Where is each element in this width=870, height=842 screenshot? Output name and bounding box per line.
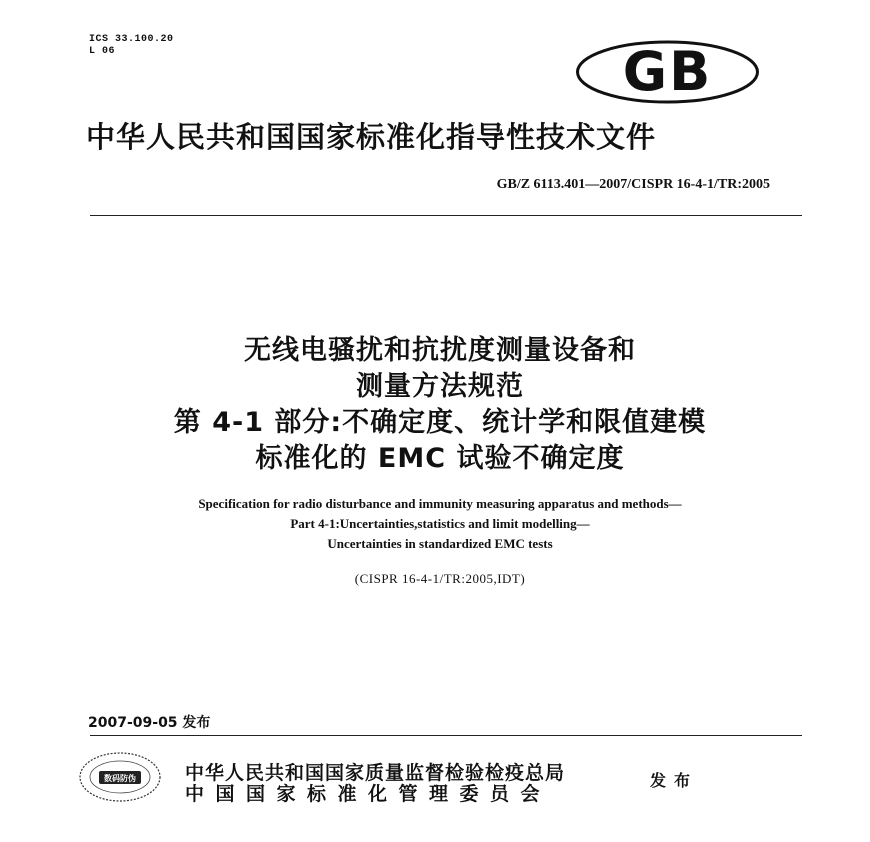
gb-logo-text: GB (622, 40, 713, 103)
title-en-line-3: Uncertainties in standardized EMC tests (327, 536, 553, 551)
title-cn-line-2: 测量方法规范 (356, 371, 524, 402)
title-cn-line-4: 标准化的 EMC 试验不确定度 (255, 443, 625, 474)
gb-logo (575, 40, 760, 104)
title-english (70, 494, 810, 554)
issuer-aqsiq: 中华人民共和国国家质量监督检验检疫总局 (185, 762, 566, 784)
title-en-line-1: Specification for radio disturbance and immunity measuring apparatus and methods— (198, 496, 682, 511)
anti-counterfeit-seal-icon (77, 750, 163, 804)
title-cn-line-3: 第 4-1 部分:不确定度、统计学和限值建模 (173, 407, 707, 438)
title-en-line-2: Part 4-1:Uncertainties,statistics and limit modelling— (290, 516, 590, 531)
ics-code-block (89, 34, 174, 58)
ccs-number: L 06 (89, 46, 116, 57)
issuer-sac: 中国国家标准化管理委员会 (185, 783, 552, 805)
header-divider (90, 215, 802, 216)
issue-label: 发布 (650, 771, 699, 790)
ics-number: ICS 33.100.20 (89, 34, 174, 45)
issue-date: 2007-09-05 发布 (88, 715, 211, 731)
document-type-heading: 中华人民共和国国家标准化指导性技术文件 (86, 120, 657, 154)
standard-number: GB/Z 6113.401—2007/CISPR 16-4-1/TR:2005 (496, 177, 770, 192)
title-chinese (80, 333, 800, 477)
footer-divider (90, 735, 802, 736)
seal-text: 数码防伪 (104, 774, 136, 783)
title-cn-line-1: 无线电骚扰和抗扰度测量设备和 (244, 335, 636, 366)
equivalence-statement: (CISPR 16-4-1/TR:2005,IDT) (354, 571, 526, 586)
